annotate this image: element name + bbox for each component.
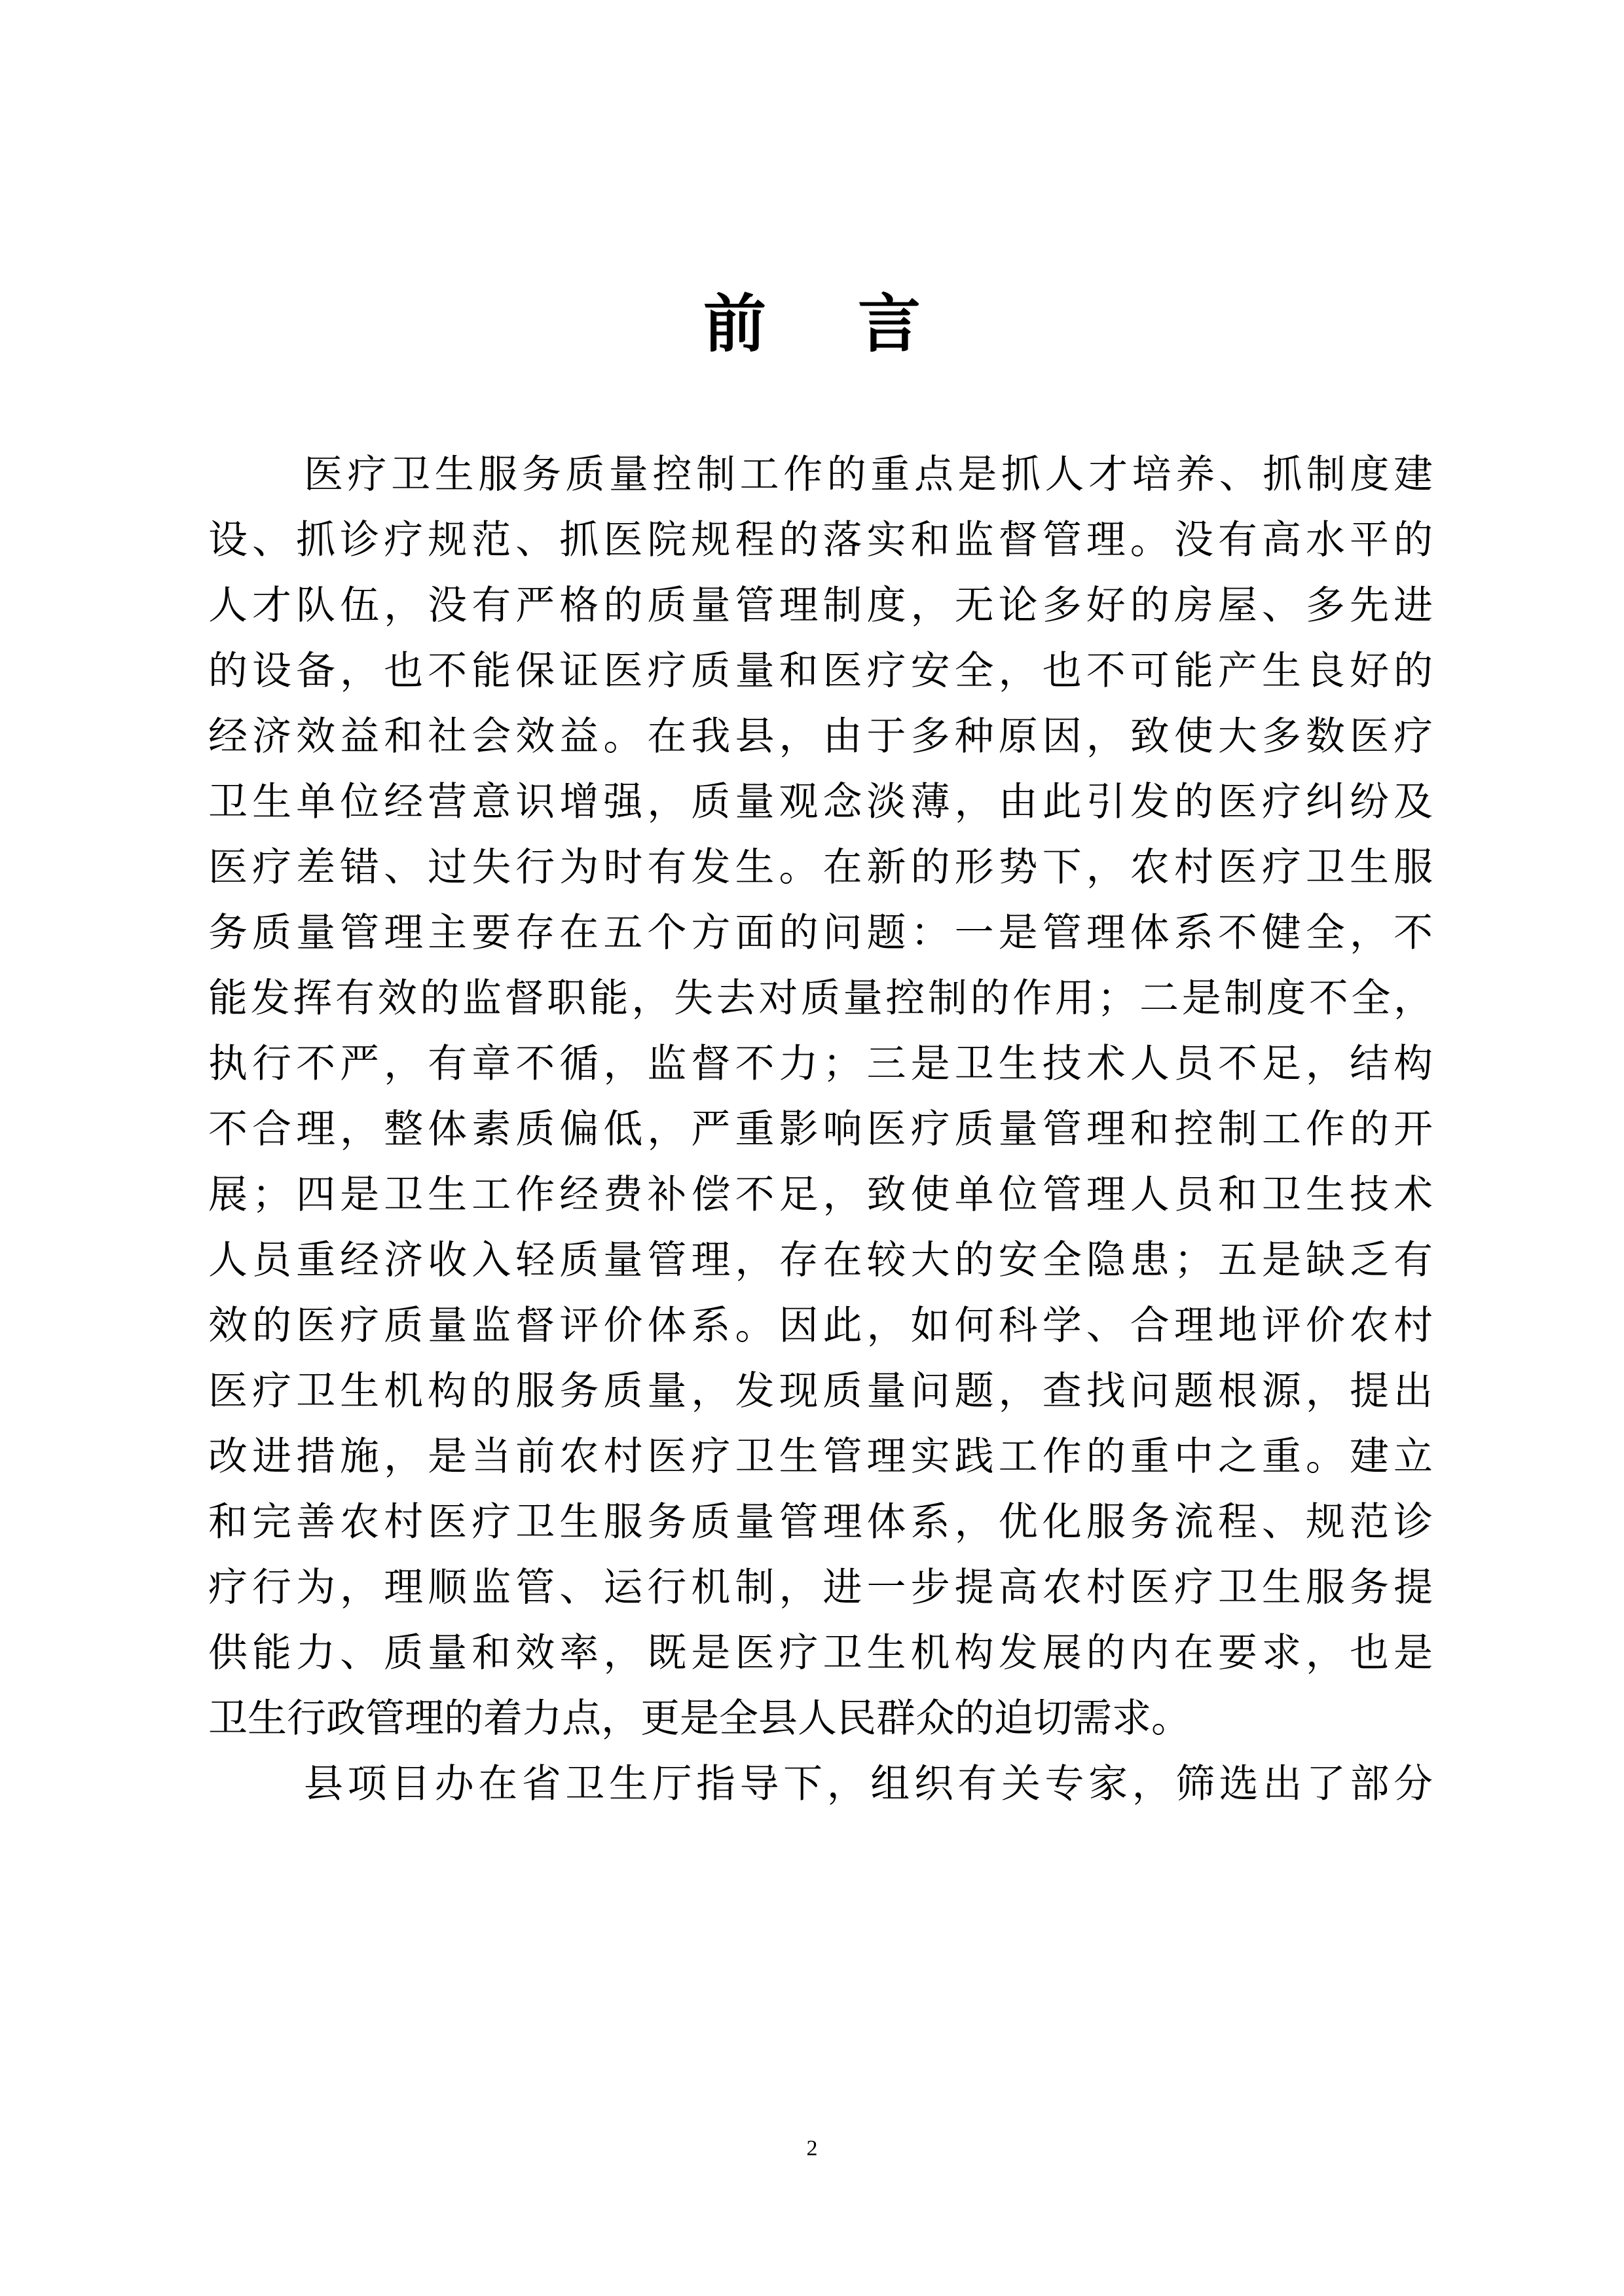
text-line: 务质量管理主要存在五个方面的问题：一是管理体系不健全，不 <box>208 910 1433 956</box>
text-line: 展；四是卫生工作经费补偿不足，致使单位管理人员和卫生技术 <box>208 1172 1433 1218</box>
text-line: 供能力、质量和效率，既是医疗卫生机构发展的内在要求，也是 <box>208 1630 1433 1676</box>
paragraph-1 <box>208 442 1433 1751</box>
text-line: 和完善农村医疗卫生服务质量管理体系，优化服务流程、规范诊 <box>208 1499 1433 1545</box>
text-line: 设、抓诊疗规范、抓医院规程的落实和监督管理。没有高水平的 <box>208 517 1433 563</box>
text-line: 不合理，整体素质偏低，严重影响医疗质量管理和控制工作的开 <box>208 1106 1433 1152</box>
text-line: 卫生单位经营意识增强，质量观念淡薄，由此引发的医疗纠纷及 <box>208 779 1433 825</box>
text-line: 县项目办在省卫生厅指导下，组织有关专家，筛选出了部分 <box>304 1761 1433 1807</box>
page-title-char: 言 <box>858 287 921 361</box>
paragraph-2 <box>208 1751 1433 1817</box>
text-line: 医疗卫生机构的服务质量，发现质量问题，查找问题根源，提出 <box>208 1368 1433 1414</box>
text-line: 人员重经济收入轻质量管理，存在较大的安全隐患；五是缺乏有 <box>208 1237 1433 1283</box>
text-line: 执行不严，有章不循，监督不力；三是卫生技术人员不足，结构 <box>208 1041 1433 1087</box>
text-line: 效的医疗质量监督评价体系。因此，如何科学、合理地评价农村 <box>208 1303 1433 1349</box>
text-line: 改进措施，是当前农村医疗卫生管理实践工作的重中之重。建立 <box>208 1434 1433 1480</box>
text-line: 疗行为，理顺监管、运行机制，进一步提高农村医疗卫生服务提 <box>208 1565 1433 1611</box>
text-line: 能发挥有效的监督职能，失去对质量控制的作用；二是制度不全， <box>208 975 1433 1021</box>
page-number: 2 <box>806 2136 818 2160</box>
text-line: 经济效益和社会效益。在我县，由于多种原因，致使大多数医疗 <box>208 714 1433 759</box>
text-line: 的设备，也不能保证医疗质量和医疗安全，也不可能产生良好的 <box>208 648 1433 694</box>
page-title-char: 前 <box>703 287 766 361</box>
text-line: 卫生行政管理的着力点，更是全县人民群众的迫切需求。 <box>208 1696 1190 1741</box>
body-text <box>208 442 1433 1817</box>
text-line: 人才队伍，没有严格的质量管理制度，无论多好的房屋、多先进 <box>208 583 1433 629</box>
text-line: 医疗卫生服务质量控制工作的重点是抓人才培养、抓制度建 <box>304 452 1433 498</box>
text-line: 医疗差错、过失行为时有发生。在新的形势下，农村医疗卫生服 <box>208 845 1433 890</box>
page-title <box>0 278 1624 370</box>
